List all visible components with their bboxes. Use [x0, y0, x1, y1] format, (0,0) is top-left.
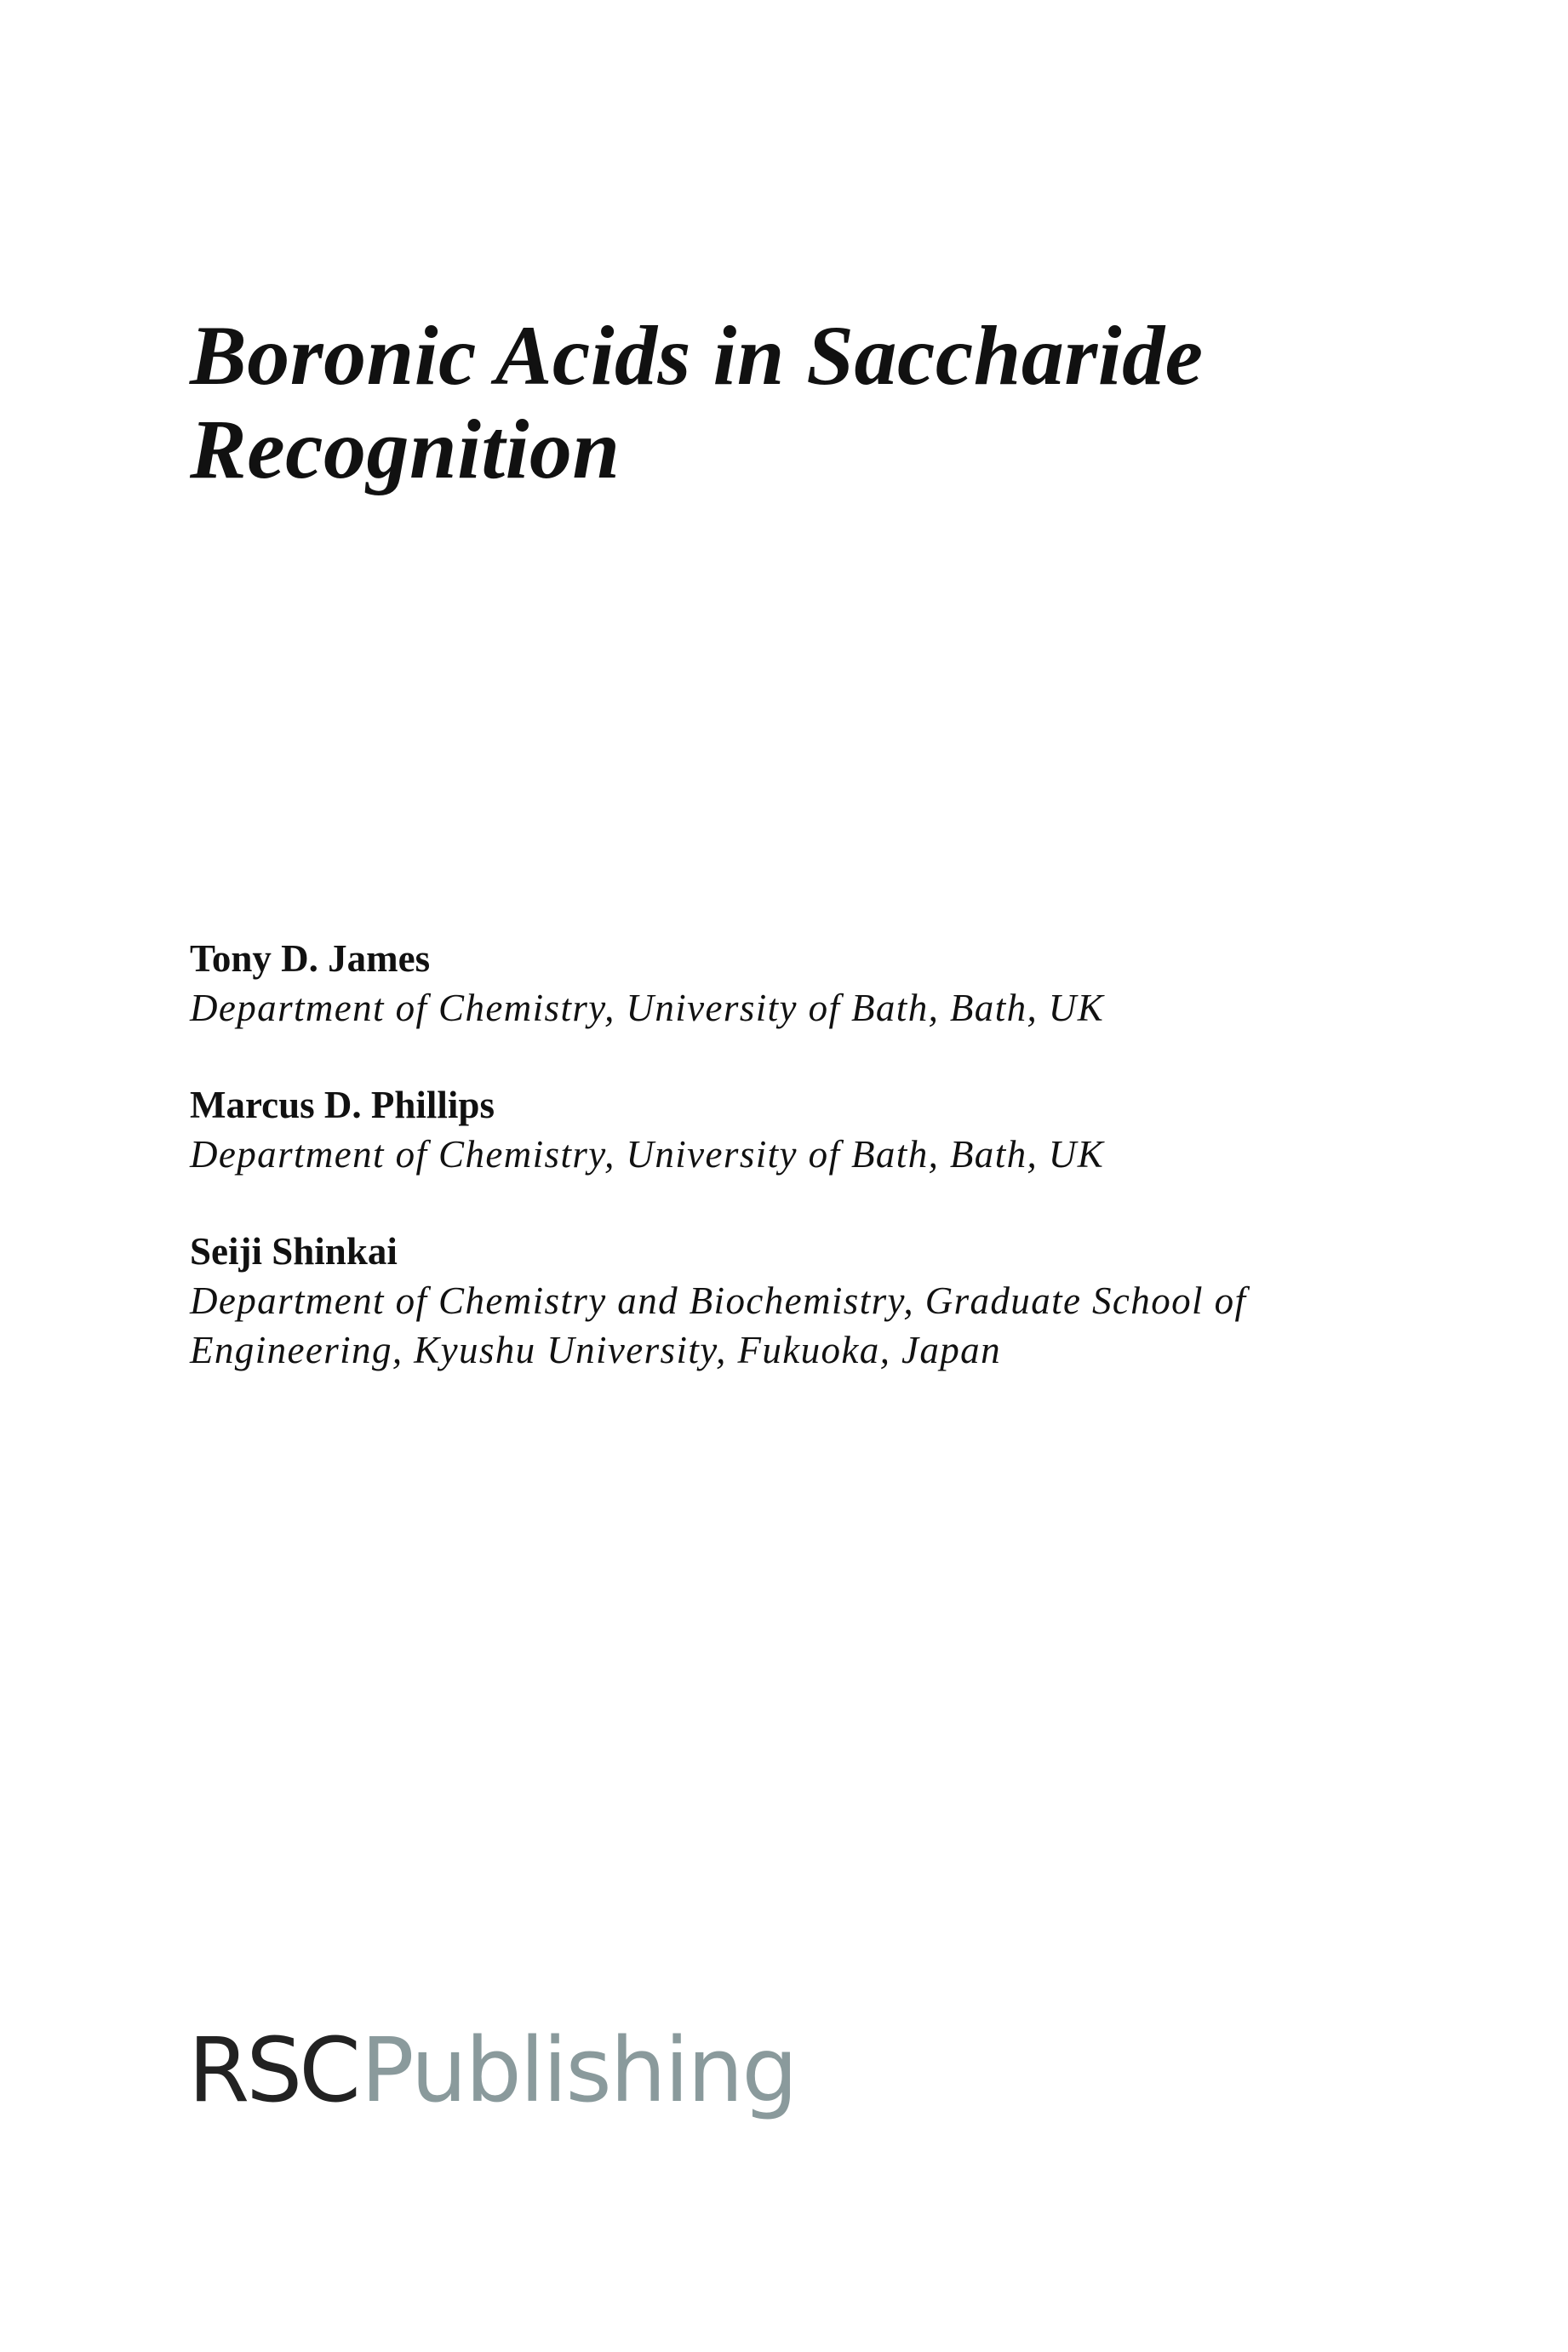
book-title-line-2: Recognition: [190, 402, 621, 496]
author-affiliation: [190, 1130, 1467, 1179]
rsc-publishing-logo: [188, 2019, 796, 2121]
logo-rsc-text: RSC: [188, 2018, 358, 2122]
author-affiliation: [190, 1276, 1467, 1375]
author-entry: [190, 1080, 1467, 1179]
affiliation-line: Department of Chemistry, University of Bath, Bath, UK: [190, 1133, 1105, 1176]
author-affiliation: [190, 983, 1467, 1033]
author-entry: [190, 1227, 1467, 1375]
author-name: Seiji Shinkai: [190, 1230, 398, 1273]
author-list: [190, 934, 1467, 1375]
book-title-line-1: Boronic Acids in Saccharide: [190, 308, 1204, 403]
affiliation-line: Engineering, Kyushu University, Fukuoka, Japan: [190, 1329, 1001, 1371]
book-title: [190, 309, 1424, 496]
author-name: Tony D. James: [190, 937, 431, 980]
logo-publishing-text: Publishing: [360, 2018, 797, 2122]
affiliation-line: Department of Chemistry, University of Bath, Bath, UK: [190, 987, 1105, 1029]
author-name: Marcus D. Phillips: [190, 1084, 495, 1126]
author-entry: [190, 934, 1467, 1033]
affiliation-line: Department of Chemistry and Biochemistry, Graduate School of: [190, 1279, 1247, 1322]
